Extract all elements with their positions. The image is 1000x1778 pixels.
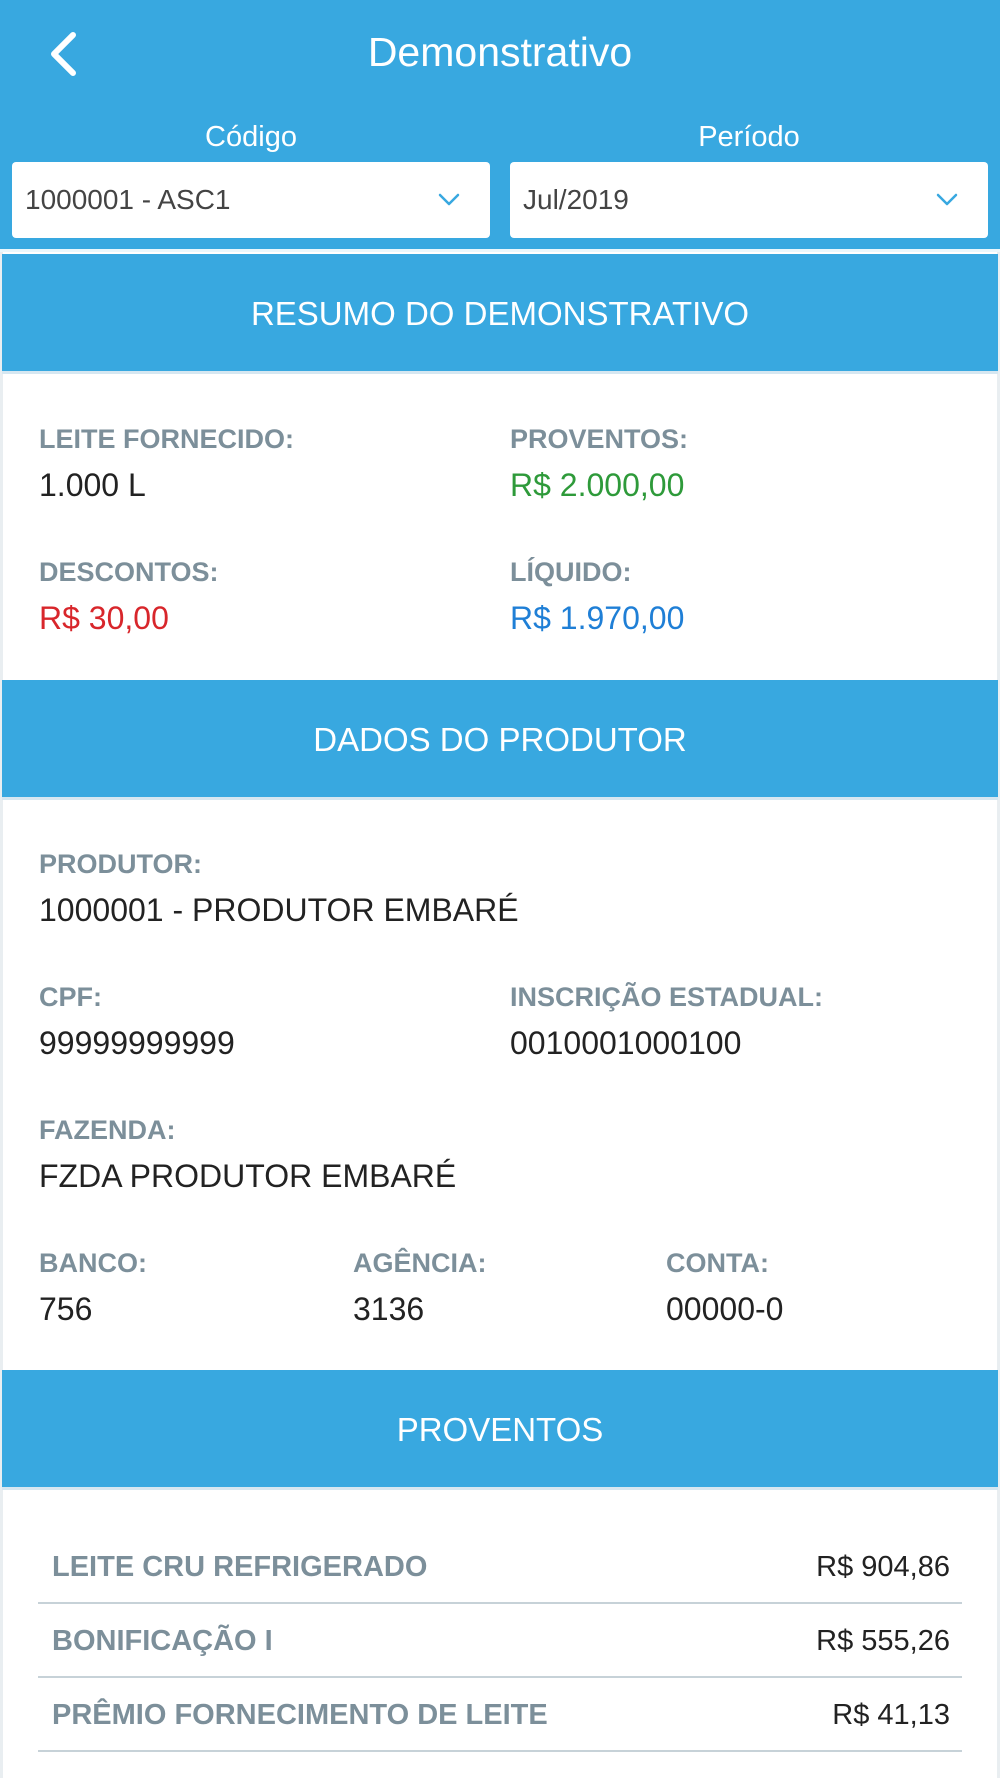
fazenda-value: FZDA PRODUTOR EMBARÉ [39,1158,457,1194]
list-item-value: R$ 41,13 [832,1699,950,1731]
cpf-label: CPF: [39,982,102,1012]
agencia-label: AGÊNCIA: [353,1248,487,1278]
banco-label: BANCO: [39,1248,147,1278]
conta-value: 00000-0 [666,1291,784,1327]
list-item [38,1530,962,1604]
liquido-value: R$ 1.970,00 [510,600,685,636]
codigo-select[interactable] [12,162,490,238]
inscricao-estadual-value: 0010001000100 [510,1025,742,1061]
periodo-selected-value: Jul/2019 [523,184,629,215]
header-divider [0,249,1000,252]
leite-fornecido-label: LEITE FORNECIDO: [39,424,294,454]
conta-label: CONTA: [666,1248,769,1278]
periodo-select[interactable] [510,162,988,238]
section-header-produtor: DADOS DO PRODUTOR [2,680,998,800]
codigo-label: Código [205,121,297,153]
periodo-label: Período [698,121,800,153]
list-item-label: BONIFICAÇÃO I [52,1625,273,1657]
list-item-label: PRÊMIO FORNECIMENTO DE LEITE [52,1699,548,1731]
descontos-value: R$ 30,00 [39,600,169,636]
content-border-left [0,252,3,1778]
section-header-resumo: RESUMO DO DEMONSTRATIVO [2,254,998,374]
list-item-value: R$ 555,26 [816,1625,950,1657]
section-header-proventos: PROVENTOS [2,1370,998,1490]
page-title: Demonstrativo [367,29,633,75]
proventos-value: R$ 2.000,00 [510,467,685,503]
chevron-down-icon [934,186,960,212]
chevron-down-icon [436,186,462,212]
leite-fornecido-value: 1.000 L [39,467,146,503]
list-item [38,1678,962,1752]
liquido-label: LÍQUIDO: [510,557,632,587]
produtor-label: PRODUTOR: [39,849,203,879]
produtor-value: 1000001 - PRODUTOR EMBARÉ [39,892,519,928]
list-item-label: LEITE CRU REFRIGERADO [52,1551,428,1583]
agencia-value: 3136 [353,1291,425,1327]
fazenda-label: FAZENDA: [39,1115,176,1145]
inscricao-estadual-label: INSCRIÇÃO ESTADUAL: [510,982,823,1012]
list-item-value: R$ 904,86 [816,1551,950,1583]
descontos-label: DESCONTOS: [39,557,219,587]
codigo-selected-value: 1000001 - ASC1 [25,184,231,215]
proventos-label: PROVENTOS: [510,424,689,454]
list-item [38,1604,962,1678]
app-header [0,0,1000,252]
cpf-value: 99999999999 [39,1025,235,1061]
banco-value: 756 [39,1291,93,1327]
